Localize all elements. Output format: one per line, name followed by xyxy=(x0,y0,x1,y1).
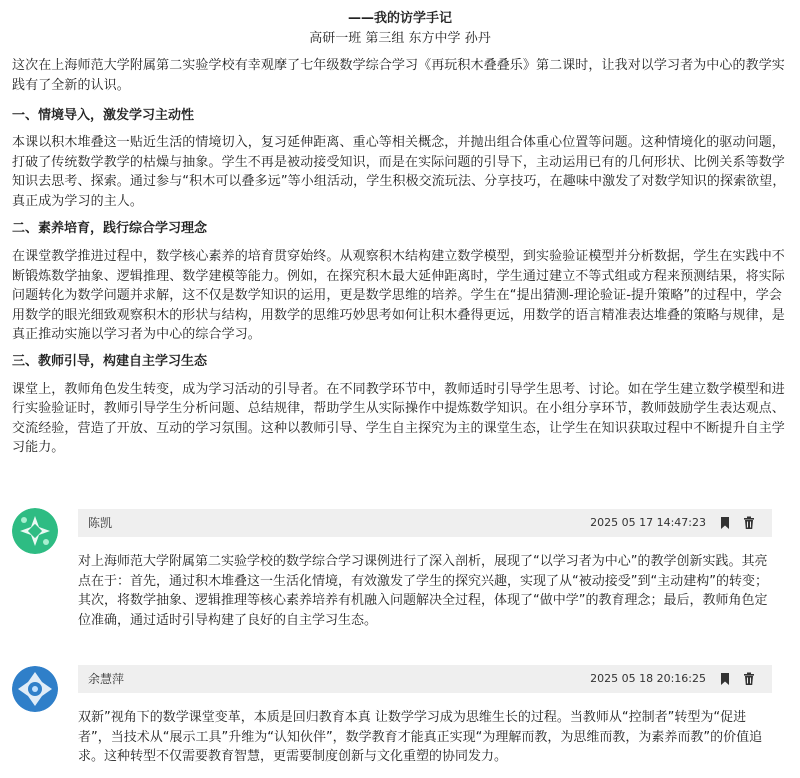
bookmark-icon[interactable] xyxy=(718,516,732,530)
article-intro: 这次在上海师范大学附属第二实验学校有幸观摩了七年级数学综合学习《再玩积木叠叠乐》第二课时，让我对以学习者为中心的教学实践有了全新的认识。 xyxy=(12,58,785,93)
comment-header xyxy=(78,665,772,693)
avatar[interactable] xyxy=(12,508,58,554)
section-body: 在课堂教学推进过程中，数学核心素养的培育贯穿始终。从观察积木结构建立数学模型，到实验验证模型并分析数据，学生在实践中不断锻炼数学抽象、逻辑推理、数学建模等能力。例如，在探究积木最大延伸距离时，学生通过建立不等式组或方程来预测结果，将实际问题转化为数学问题并求解，这不仅是数学知识的运用，更是数学思维的培养。学生在“提出猜测-理论验证-提升策略”的过程中，学会用数学的眼光细致观察积木的形状与结构，用数学的思维巧妙思考如何让积木叠得更远，用数学的语言精准表达堆叠的策略与规律，是真正推动实施以学习者为中心的综合学习。 xyxy=(12,249,785,342)
article-title: ——我的访学手记 xyxy=(347,11,452,26)
comment-body: 对上海师范大学附属第二实验学校的数学综合学习课例进行了深入剖析，展现了“以学习者为中心”的教学创新实践。其亮点在于：首先，通过积木堆叠这一生活化情境，有效激发了学生的探究兴趣，实现了从“被动接受”到“主动建构”的转变；其次，将数学抽象、逻辑推理等核心素养培养有机融入问题解决全过程，体现了“做中学”的教育理念；最后，教师角色定位准确，通过适时引导构建了良好的自主学习生态。 xyxy=(78,554,768,628)
section-heading: 三、教师引导，构建自主学习生态 xyxy=(12,353,208,369)
section-heading: 二、素养培育，践行综合学习理念 xyxy=(12,221,208,236)
avatar[interactable] xyxy=(12,666,58,712)
section-heading: 一、情境导入，激发学习主动性 xyxy=(12,108,195,123)
article-byline: 高研一班 第三组 东方中学 孙丹 xyxy=(309,31,491,46)
comment-header xyxy=(78,509,772,537)
section-body: 本课以积木堆叠这一贴近生活的情境切入，复习延伸距离、重心等相关概念，并抛出组合体重心位置等问题。这种情境化的驱动问题，打破了传统数学教学的枯燥与抽象。学生不再是被动接受知识，而是在实际问题的引导下，主动运用已有的几何形状、比例关系等数学知识去思考、探索。通过参与“积木可以叠多远”等小组活动，学生积极交流玩法、分享技巧，在趣味中激发了对数学知识的探索欲望，真正成为学习的主人。 xyxy=(12,135,786,209)
section-body: 课堂上，教师角色发生转变，成为学习活动的引导者。在不同教学环节中，教师适时引导学生思考、讨论。如在学生建立数学模型和进行实验验证时，教师引导学生分析问题、总结规律，帮助学生从实际操作中提炼数学知识。在小组分享环节，教师鼓励学生表达观点、交流经验，营造了开放、互动的学习氛围。这种以教师引导、学生自主探究为主的课堂生态，让学生在知识获取过程中不断提升自主学习能力。 xyxy=(12,381,785,455)
comment-body: 双新”视角下的数学课堂变革，本质是回归教育本真 让数学学习成为思维生长的过程。当教师从“控制者”转型为“促进者”，当技术从“展示工具”升维为“认知伙伴”，数学教育才能真正实现“为理解而教，为思维而教，为素养而教”的价值追求。这种转型不仅需要教育智慧，更需要制度创新与文化重塑的协同发力。 xyxy=(78,710,763,764)
comment-author[interactable]: 陈凯 xyxy=(88,516,113,530)
comment-date: 2025 05 18 20:16:25 xyxy=(590,672,706,685)
bookmark-icon[interactable] xyxy=(718,672,732,686)
trash-icon[interactable] xyxy=(742,672,756,686)
comment-author[interactable]: 余慧萍 xyxy=(88,672,125,686)
trash-icon[interactable] xyxy=(742,516,756,530)
comment-date: 2025 05 17 14:47:23 xyxy=(590,516,706,529)
